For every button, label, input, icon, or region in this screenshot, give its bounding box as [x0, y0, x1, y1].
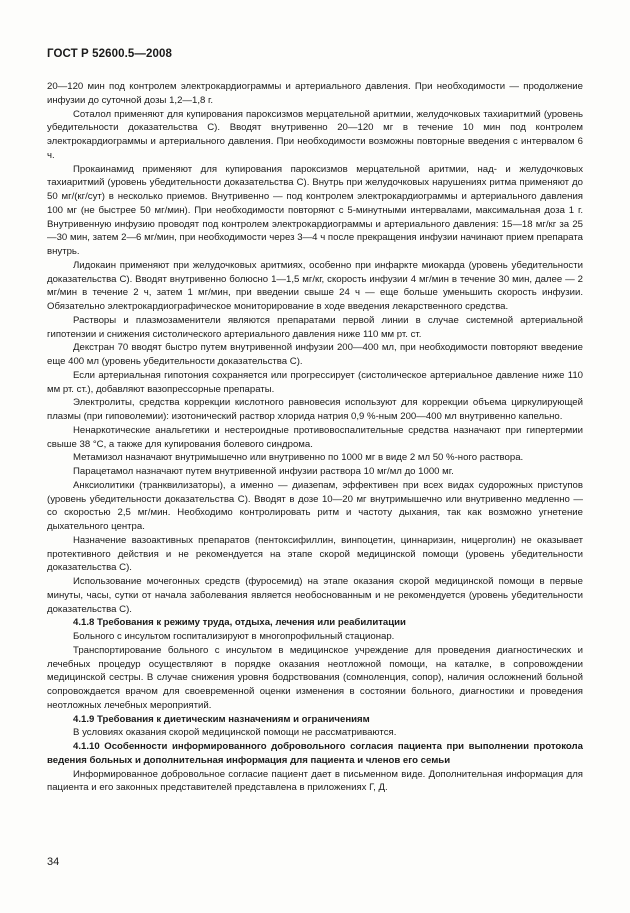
body-paragraph: Транспортирование больного с инсультом в медицинское учреждение для проведения диагностических и лечебных процедур осуществляют в порядке оказания неотложной помощи, на каталке, в сопровождении медицинской сестры. В случае снижения уровня бодрствования (сомноленция, сопор), наличия осложнений больной сопровождается врачом для своевременной оценки изменения в состоянии больного, диагностики и проведения неотложных лечебных мероприятий. [47, 644, 583, 711]
body-paragraph: Назначение вазоактивных препаратов (пентоксифиллин, винпоцетин, циннаризин, ницерголин) не оказывает протективного действия и не рекомендуется на этапе скорой медицинской помощи (уровень убедительности доказательства С). [47, 534, 583, 574]
body-paragraph: Лидокаин применяют при желудочковых аритмиях, особенно при инфаркте миокарда (уровень убедительности доказательства С). Вводят внутривенно болюсно 1—1,5 мг/кг, скорость инфузии 4 мг/мин в течение 30 мин, далее — 2 мг/мин в течение 2 ч, затем 1 мг/мин, при введении свыше 24 ч — еще больше уменьшить скорость инфузии. Обязательно электрокардиографическое мониторирование в ходе введения лекарственного средства. [47, 259, 583, 312]
body-paragraph: Больного с инсультом госпитализируют в многопрофильный стационар. [73, 631, 395, 642]
body-paragraph: Информированное добровольное согласие пациент дает в письменном виде. Дополнительная информация для пациента и его законных представителей представлена в приложениях Г, Д. [47, 768, 583, 794]
body-paragraph: Анксиолитики (транквилизаторы), а именно — диазепам, эффективен при всех видах судорожных приступов (уровень убедительности доказательства С). Вводят в дозе 10—20 мг внутримышечно или внутривенно медленно — со скоростью 2,5 мг/мин. Необходимо контролировать ритм и частоту дыхания, так как возможно угнетение дыхательного центра. [47, 479, 583, 532]
body-paragraph: В условиях оказания скорой медицинской помощи не рассматриваются. [73, 727, 397, 739]
body-paragraph: Соталол применяют для купирования пароксизмов мерцательной аритмии, желудочковых тахиаритмий (уровень убедительности доказательства С). Вводят внутривенно 20—120 мг в течение 10 мин под контролем электрокардиограммы и артериального давления. При необходимости возможны повторные введения с интервалом 6 ч. [47, 108, 583, 161]
body-paragraph: Декстран 70 вводят быстро путем внутривенной инфузии 200—400 мл, при необходимости повторяют введение еще 400 мл (уровень убедительности доказательства С). [47, 342, 583, 367]
section-heading: 4.1.10 Особенности информированного добровольного согласия пациента при выполнении протокола ведения больных и дополнительная информация для пациента и членов его семьи [47, 741, 583, 766]
body-paragraph: Прокаинамид применяют для купирования пароксизмов мерцательной аритмии, над- и желудочковых тахиаритмий (уровень убедительности доказательства С). Внутрь при желудочковых нарушениях ритма применяют до 50 мг/(кг/сут) в несколько приемов. Внутривенно — под контролем электрокардиограммы и артериального давления 100 мг (не быстрее 50 мг/мин). При необходимости повторяют с 5-минутными интервалами, максимальная доза 1 г. Внутривенную инфузию проводят под контролем электрокардиограммы и артериального давления: 15—18 мг/кг за 25—30 мин, затем 2—6 мг/мин, при необходимости через 3—4 ч после прекращения инфузии начинают прием препарата внутрь. [47, 163, 583, 257]
body-paragraph: 20—120 мин под контролем электрокардиограммы и артериального давления. При необходимости — продолжение инфузии до суточной дозы 1,2—1,8 г. [47, 81, 583, 106]
page-number: 34 [47, 856, 60, 868]
body-paragraph: Ненаркотические анальгетики и нестероидные противовоспалительные средства назначают при гипертермии свыше 38 °С, а также для купирования болевого синдрома. [47, 424, 583, 450]
body-paragraph: Парацетамол назначают путем внутривенной инфузии раствора 10 мг/мл до 1000 мг. [73, 466, 454, 477]
body-paragraph: Электролиты, средства коррекции кислотного равновесия используют для коррекции объема циркулирующей плазмы (при гиповолемии): изотонический раствор хлорида натрия 0,9 %-ным 200—400 мл внутривенно капельно. [47, 397, 583, 422]
document-header: ГОСТ Р 52600.5—2008 [47, 48, 172, 60]
body-paragraph: Использование мочегонных средств (фуросемид) на этапе оказания скорой медицинской помощи в первые минуты, часы, сутки от начала заболевания является необоснованным и не рекомендуется (уровень убедительности доказательства С). [47, 576, 583, 615]
section-heading: 4.1.8 Требования к режиму труда, отдыха, лечения или реабилитации [73, 617, 406, 629]
document-body [47, 80, 583, 795]
body-paragraph: Метамизол назначают внутримышечно или внутривенно по 1000 мг в виде 2 мл 50 %-ного раствора. [73, 452, 524, 464]
body-paragraph: Если артериальная гипотония сохраняется или прогрессирует (систолическое артериальное давление ниже 110 мм рт. ст.), добавляют вазопрессорные препараты. [47, 369, 583, 395]
body-paragraph: Растворы и плазмозаменители являются препаратами первой линии в случае системной артериальной гипотензии и снижения систолического артериального давления ниже 110 мм рт. ст. [47, 314, 583, 340]
section-heading: 4.1.9 Требования к диетическим назначениям и ограничениям [73, 713, 370, 725]
